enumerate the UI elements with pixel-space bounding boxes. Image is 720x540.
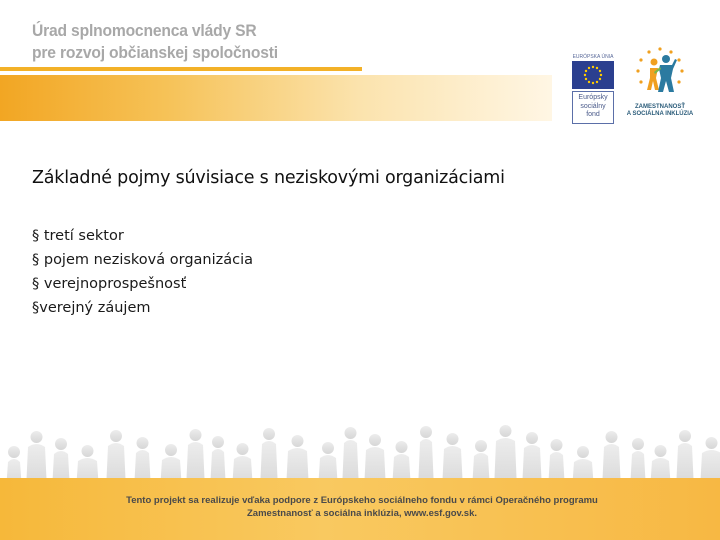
crowd-person-head: [526, 432, 538, 444]
crowd-person-head: [606, 431, 618, 443]
crowd-person-head: [190, 429, 202, 441]
crowd-person-head: [237, 443, 249, 455]
crowd-person-head: [551, 439, 563, 451]
organization-title-line-2: pre rozvoj občianskej spoločnosti: [32, 43, 278, 62]
crowd-person-head: [137, 437, 149, 449]
zsi-logo-line-1: ZAMESTNANOSŤ: [635, 104, 685, 110]
crowd-person-head: [55, 438, 67, 450]
crowd-person-head: [345, 427, 357, 439]
header-gradient-band: [0, 75, 552, 121]
bullet-item-3: § verejnoprospešnosť: [32, 276, 187, 292]
organization-title: [32, 20, 278, 64]
footer-line-2: Zamestnanosť a sociálna inklúzia, www.esf.gov.sk.: [247, 508, 477, 519]
crowd-person-head: [420, 426, 432, 438]
bullet-item-2: § pojem nezisková organizácia: [32, 252, 254, 268]
crowd-person-head: [212, 436, 224, 448]
esf-logo-text-box: [572, 91, 614, 124]
footer-text: [112, 494, 612, 520]
crowd-person-head: [369, 434, 381, 446]
esf-logo-eu-label: EURÓPSKA ÚNIA: [572, 54, 614, 60]
bullet-item-4: §verejný záujem: [32, 300, 151, 316]
crowd-person-head: [706, 437, 718, 449]
crowd-person-head: [322, 442, 334, 454]
esf-logo-line-1: Európsky: [578, 94, 608, 101]
slide-heading: Základné pojmy súvisiace s neziskovými organizáciami: [32, 168, 505, 188]
crowd-person-head: [263, 428, 275, 440]
esf-logo: [572, 54, 614, 122]
crowd-person-head: [165, 444, 177, 456]
people-stars-icon: [626, 44, 694, 104]
esf-logo-line-3: fond: [586, 111, 600, 118]
crowd-person-head: [475, 440, 487, 452]
eu-flag-icon: [572, 61, 614, 89]
crowd-person-head: [31, 431, 43, 443]
bullet-item-1: § tretí sektor: [32, 228, 124, 244]
zamestnanost-logo: [626, 44, 694, 124]
crowd-person-head: [655, 445, 667, 457]
organization-title-line-1: Úrad splnomocnenca vlády SR: [32, 21, 257, 40]
crowd-person-head: [500, 425, 512, 437]
crowd-person-head: [292, 435, 304, 447]
crowd-person-head: [8, 446, 20, 458]
bullet-list: [32, 224, 253, 320]
crowd-person-head: [679, 430, 691, 442]
crowd-person-head: [110, 430, 122, 442]
crowd-person-head: [396, 441, 408, 453]
crowd-person-head: [447, 433, 459, 445]
footer-line-1: Tento projekt sa realizuje vďaka podpore z Európskeho sociálneho fondu v rámci Operačného programu: [126, 495, 598, 506]
title-underline: [0, 67, 362, 71]
crowd-person-head: [577, 446, 589, 458]
crowd-person-head: [632, 438, 644, 450]
crowd-person-head: [82, 445, 94, 457]
zsi-logo-line-2: A SOCIÁLNA INKLÚZIA: [626, 111, 694, 117]
esf-logo-line-2: sociálny: [580, 102, 606, 110]
